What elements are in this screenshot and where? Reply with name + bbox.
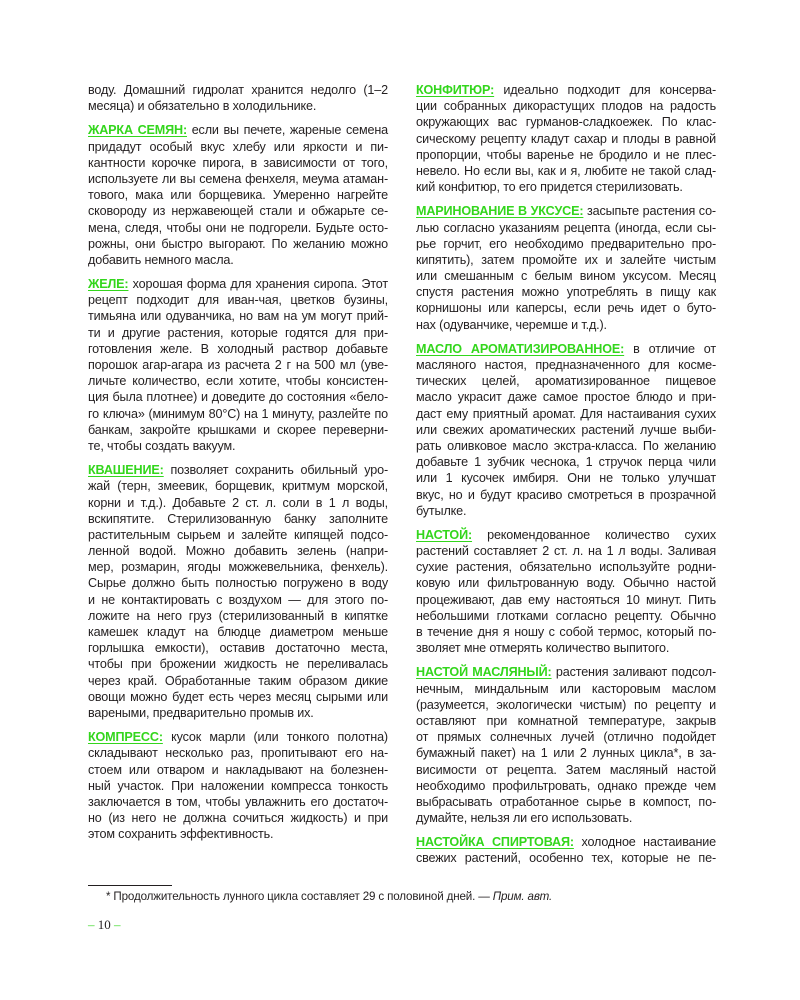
text-line bbox=[416, 640, 716, 656]
text-line bbox=[416, 252, 716, 268]
entry-text: жай (терн, змеевик, борщевик, критмум морской, bbox=[88, 479, 388, 494]
entry-term: НАСТОЙ: bbox=[416, 527, 473, 542]
text-line bbox=[88, 762, 388, 778]
entry-text: тических целей, ароматизированное пищевое bbox=[416, 374, 716, 389]
entry-text: ложите на него груз (стерилизованный в кипятке bbox=[88, 608, 388, 623]
entry-text: от прямых солнечных лучей (отлично подойдет bbox=[416, 730, 716, 745]
entry-text: го ключа» (минимум 80°C) на 1 минуту, разлейте по bbox=[88, 406, 388, 421]
glossary-entry bbox=[416, 527, 716, 657]
entry-term: МАСЛО АРОМАТИЗИРОВАННОЕ: bbox=[416, 341, 625, 356]
page-number-dash: – bbox=[114, 917, 121, 932]
entry-text: вкус, но и будут красиво смотреться в прозрачной bbox=[416, 487, 716, 502]
glossary-entry bbox=[416, 341, 716, 519]
entry-text: воду. Домашний гидролат хранится недолго (1–2 bbox=[88, 83, 388, 97]
entry-text: зволяет мне отмерять количество выпитого. bbox=[416, 641, 670, 656]
text-line bbox=[88, 495, 388, 511]
glossary-entry bbox=[88, 276, 388, 454]
entry-text: холодное настаивание bbox=[581, 835, 716, 850]
glossary-entry bbox=[416, 834, 716, 866]
entry-text: в отличие от bbox=[633, 341, 716, 356]
text-line bbox=[88, 778, 388, 794]
entry-text: масло украсит даже самое простое блюдо и при- bbox=[416, 390, 716, 405]
text-line bbox=[88, 292, 388, 308]
text-line bbox=[88, 810, 388, 826]
entry-text: (разумеется, экологически чистым) по рецепту и bbox=[416, 697, 716, 712]
text-line bbox=[416, 179, 716, 195]
entry-text: хорошая форма для хранения сиропа. Этот bbox=[132, 277, 388, 292]
entry-text: тимьяна или одуванчика, но вам на ум могут прий- bbox=[88, 309, 388, 324]
text-line bbox=[416, 527, 716, 543]
text-line bbox=[88, 389, 388, 405]
entry-text: невело. Но если вы, как и я, любите не такой слад- bbox=[416, 163, 716, 178]
entry-term: КОНФИТЮР: bbox=[416, 83, 495, 97]
entry-text: корнишоны или каперсы, если речь идет о буто- bbox=[416, 301, 716, 316]
text-line bbox=[88, 122, 388, 138]
text-line bbox=[88, 155, 388, 171]
entry-text: выбрасывать отработанное сырье в компост, по- bbox=[416, 794, 716, 809]
entry-text: через край. Обработанные таким образом дикие bbox=[88, 673, 388, 688]
glossary-entry bbox=[416, 664, 716, 826]
text-line bbox=[416, 341, 716, 357]
entry-text: окружающих вас гурманов-сладкоежек. По клас- bbox=[416, 115, 716, 130]
entry-text: месяца) и обязательно в холодильнике. bbox=[88, 99, 317, 114]
entry-text: нечным, миндальным или касторовым маслом bbox=[416, 681, 716, 696]
footnote bbox=[106, 890, 552, 904]
footnote-text: * Продолжительность лунного цикла составляет 29 с половиной дней. — bbox=[106, 890, 493, 903]
text-line bbox=[88, 139, 388, 155]
footnote-author-note: Прим. авт. bbox=[492, 890, 553, 903]
text-line bbox=[416, 729, 716, 745]
entry-text: корни и т.д.). Добавьте 2 ст. л. соли в 1 л воды, bbox=[88, 495, 388, 510]
glossary-entry bbox=[416, 82, 716, 195]
entry-text: рать оливковое масло экстра-класса. По желанию bbox=[416, 438, 716, 453]
text-line bbox=[416, 163, 716, 179]
entry-text: ция была плотнее) и доведите до состояния «бело- bbox=[88, 390, 388, 405]
entry-text: Сырье должно быть полностью погружено в воду bbox=[88, 576, 388, 591]
text-line bbox=[416, 389, 716, 405]
entry-text: рье горчит, его необходимо предварительно про- bbox=[416, 236, 716, 251]
text-line bbox=[88, 203, 388, 219]
entry-text: кусок марли (или тонкого полотна) bbox=[171, 730, 388, 745]
text-line bbox=[416, 203, 716, 219]
text-line bbox=[416, 559, 716, 575]
entry-text: оставляют при комнатной температуре, закрыв bbox=[416, 713, 716, 728]
text-line bbox=[88, 357, 388, 373]
entry-term: КОМПРЕСС: bbox=[88, 730, 163, 745]
entry-text: или 1 кусочек имбиря. Они не только улучшат bbox=[416, 471, 716, 486]
glossary-entry bbox=[88, 122, 388, 268]
text-line bbox=[416, 454, 716, 470]
text-line bbox=[416, 681, 716, 697]
entry-text: заключается в том, чтобы увлажнить его достаточ- bbox=[88, 794, 388, 809]
entry-text: мена, следя, чтобы они не подгорели. Будьте осто- bbox=[88, 220, 388, 235]
entry-text: складывают несколько раз, пропитывают его на- bbox=[88, 746, 388, 761]
text-line bbox=[88, 794, 388, 810]
entry-text: растительным сырьем и залейте кипящей подсо- bbox=[88, 527, 388, 542]
text-line bbox=[416, 624, 716, 640]
entry-text: сковороду из нержавеющей стали и обжарьте се- bbox=[88, 204, 388, 219]
text-line bbox=[416, 317, 716, 333]
entry-text: вареными, предварительно промыв их. bbox=[88, 705, 314, 720]
entry-text: те, чтобы создать вакуум. bbox=[88, 438, 236, 453]
entry-text: кипятить), затем промойте их и залейте чистым bbox=[416, 252, 716, 267]
text-line bbox=[416, 810, 716, 826]
text-line bbox=[416, 745, 716, 761]
page-number-value: 10 bbox=[97, 917, 111, 932]
text-line bbox=[88, 325, 388, 341]
text-line bbox=[88, 236, 388, 252]
entry-text: но (из него не должна сочиться жидкость) и при bbox=[88, 811, 388, 826]
entry-term: ЖАРКА СЕМЯН: bbox=[88, 123, 188, 138]
text-line bbox=[416, 422, 716, 438]
text-line bbox=[88, 341, 388, 357]
entry-text: стоем или отваром и накладывают на болезнен- bbox=[88, 762, 388, 777]
text-line bbox=[88, 478, 388, 494]
text-line bbox=[416, 220, 716, 236]
page-number bbox=[88, 917, 121, 933]
text-line bbox=[416, 300, 716, 316]
entry-term: МАРИНОВАНИЕ В УКСУСЕ: bbox=[416, 204, 584, 219]
text-line bbox=[416, 778, 716, 794]
entry-text: кий конфитюр, то его придется стерилизовать. bbox=[416, 180, 683, 195]
entry-text: даст ему приятный аромат. Для настаивания сухих bbox=[416, 406, 716, 421]
entry-text: рожны, они быстро выгорают. По желанию можно bbox=[88, 236, 388, 251]
entry-text: необходимо профильтровать, однако прежде чем bbox=[416, 778, 716, 793]
entry-term: ЖЕЛЕ: bbox=[88, 277, 129, 292]
text-line bbox=[88, 171, 388, 187]
entry-text: процеживают, дав ему настояться 10 минут. Пить bbox=[416, 592, 716, 607]
text-line bbox=[416, 147, 716, 163]
text-line bbox=[416, 575, 716, 591]
text-line bbox=[88, 640, 388, 656]
text-line bbox=[88, 559, 388, 575]
text-line bbox=[88, 438, 388, 454]
entry-text: бумажный пакет) на 1 или 2 лунных цикла*, в за- bbox=[416, 746, 716, 761]
text-line bbox=[416, 543, 716, 559]
text-line bbox=[88, 745, 388, 761]
text-line bbox=[88, 98, 388, 114]
entry-text: добавьте 1 зубчик чеснока, 1 стручок перца чили bbox=[416, 455, 716, 470]
entry-text: сическому рецепту кладут сахар и плоды в равной bbox=[416, 131, 716, 146]
entry-text: используете ли вы семена фенхеля, меума атаман- bbox=[88, 171, 388, 186]
entry-text: если вы печете, жареные семена bbox=[191, 123, 388, 138]
entry-text: небольшими глотками согласно рецепту. Обычно bbox=[416, 608, 716, 623]
entry-text: добавить немного масла. bbox=[88, 252, 234, 267]
entry-term: НАСТОЙ МАСЛЯНЫЙ: bbox=[416, 665, 552, 680]
entry-text: или смешанным с белым вином уксусом. Месяц bbox=[416, 269, 716, 284]
text-line bbox=[88, 82, 388, 98]
entry-text: растения заливают подсол- bbox=[555, 665, 717, 680]
entry-text: пропорции, чтобы варенье не бродило и не плес- bbox=[416, 147, 716, 162]
entry-text: идеально подходит для консерва- bbox=[503, 83, 716, 97]
entry-text: и не контактировать с воздухом — для этого по- bbox=[88, 592, 388, 607]
text-line bbox=[88, 673, 388, 689]
text-line bbox=[88, 575, 388, 591]
text-line bbox=[88, 308, 388, 324]
text-line bbox=[416, 697, 716, 713]
text-line bbox=[416, 664, 716, 680]
entry-text: ции собранных дикорастущих плодов на радость bbox=[416, 99, 716, 114]
entry-text: порошок агар-агара из расчета 2 г на 500 мл (уве- bbox=[88, 358, 388, 372]
text-line bbox=[88, 373, 388, 389]
entry-text: ти и другие растения, которые годятся для при- bbox=[88, 325, 388, 340]
entry-text: готовления желе. В холодный раствор добавьте bbox=[88, 341, 388, 356]
entry-text: или свежих ароматических растений лучше выби- bbox=[416, 422, 716, 437]
text-line bbox=[88, 511, 388, 527]
text-line bbox=[88, 252, 388, 268]
text-line bbox=[416, 236, 716, 252]
text-line bbox=[88, 729, 388, 745]
footnote-divider bbox=[88, 885, 172, 886]
entry-text: тового, мака или борщевика. Умеренно нагрейте bbox=[88, 188, 388, 203]
text-line bbox=[416, 487, 716, 503]
glossary-entry bbox=[88, 462, 388, 721]
entry-text: горлышка емкости), оставив достаточно места, bbox=[88, 641, 388, 656]
right-column bbox=[416, 82, 716, 875]
text-line bbox=[88, 705, 388, 721]
text-line bbox=[88, 826, 388, 842]
text-line bbox=[416, 268, 716, 284]
text-line bbox=[416, 357, 716, 373]
left-column bbox=[88, 82, 388, 850]
entry-text: лью согласно указаниям рецепта (иногда, если сы- bbox=[416, 220, 716, 235]
text-line bbox=[416, 608, 716, 624]
text-line bbox=[416, 131, 716, 147]
text-line bbox=[416, 503, 716, 519]
entry-text: банкам, закройте крышками и скорее переверни- bbox=[88, 422, 388, 437]
text-line bbox=[416, 406, 716, 422]
entry-text: этом сохранить эффективность. bbox=[88, 827, 274, 842]
text-line bbox=[88, 187, 388, 203]
entry-term: НАСТОЙКА СПИРТОВАЯ: bbox=[416, 835, 574, 850]
entry-text: спустя растения можно употреблять в пищу как bbox=[416, 285, 716, 300]
text-line bbox=[416, 98, 716, 114]
text-line bbox=[88, 608, 388, 624]
text-line bbox=[416, 284, 716, 300]
text-line bbox=[88, 689, 388, 705]
text-line bbox=[416, 373, 716, 389]
text-line bbox=[88, 624, 388, 640]
glossary-entry bbox=[88, 729, 388, 842]
entry-text: придадут особый вкус хлебу или яркости и пи- bbox=[88, 139, 388, 154]
entry-text: висимости от рецепта. Затем масляный настой bbox=[416, 762, 716, 777]
entry-text: рецепт подходит для иван-чая, цветков бузины, bbox=[88, 293, 388, 308]
text-line bbox=[416, 762, 716, 778]
text-line bbox=[416, 850, 716, 866]
text-line bbox=[88, 656, 388, 672]
entry-text: свежих растений, особенно тех, которые не пе- bbox=[416, 851, 716, 866]
text-line bbox=[416, 82, 716, 98]
entry-text: думайте, нельзя ли его использовать. bbox=[416, 811, 633, 826]
text-line bbox=[416, 834, 716, 850]
text-line bbox=[416, 794, 716, 810]
entry-text: мер, розмарин, ягоды можжевельника, фенхель). bbox=[88, 560, 388, 575]
text-line bbox=[88, 543, 388, 559]
text-line bbox=[416, 438, 716, 454]
entry-text: масляного настоя, предназначенного для косме- bbox=[416, 358, 716, 372]
entry-text: растений составляет 2 ст. л. на 1 л воды. Заливая bbox=[416, 544, 716, 559]
text-line bbox=[88, 592, 388, 608]
text-line bbox=[416, 713, 716, 729]
entry-text: нах (одуванчике, черемше и т.д.). bbox=[416, 317, 607, 332]
entry-text: личьте количество, если хотите, чтобы консистен- bbox=[88, 374, 388, 389]
entry-text: вскипятите. Стерилизованную банку заполните bbox=[88, 511, 388, 526]
entry-text: камешек кладут на блюдце диаметром меньше bbox=[88, 625, 388, 639]
text-line bbox=[88, 276, 388, 292]
entry-text: позволяет сохранить обильный уро- bbox=[170, 463, 388, 478]
glossary-entry bbox=[88, 82, 388, 114]
text-line bbox=[88, 422, 388, 438]
text-line bbox=[88, 406, 388, 422]
entry-text: сухие растения, обязательно используйте родни- bbox=[416, 560, 716, 575]
text-line bbox=[416, 470, 716, 486]
glossary-entry bbox=[416, 203, 716, 333]
entry-text: чтобы при брожении жидкость не переливалась bbox=[88, 657, 388, 672]
text-line bbox=[88, 527, 388, 543]
page-number-dash: – bbox=[88, 917, 95, 932]
entry-term: КВАШЕНИЕ: bbox=[88, 463, 164, 478]
entry-text: овощи можно будет есть через месяц сырыми или bbox=[88, 689, 388, 704]
entry-text: засыпьте растения со- bbox=[587, 204, 716, 219]
text-line bbox=[416, 592, 716, 608]
entry-text: в течение дня я ношу с собой термос, который по- bbox=[416, 625, 716, 639]
entry-text: ный участок. При наложении компресса тонкость bbox=[88, 778, 388, 793]
entry-text: рекомендованное количество сухих bbox=[487, 527, 716, 542]
entry-text: ленной водой. Можно добавить зелень (напри- bbox=[88, 544, 388, 559]
entry-text: бутылке. bbox=[416, 503, 467, 518]
entry-text: кантности корочке пирога, в зависимости от того, bbox=[88, 155, 388, 170]
text-line bbox=[88, 462, 388, 478]
text-line bbox=[416, 114, 716, 130]
text-line bbox=[88, 220, 388, 236]
entry-text: ковую или фильтрованную воду. Обычно настой bbox=[416, 576, 716, 591]
